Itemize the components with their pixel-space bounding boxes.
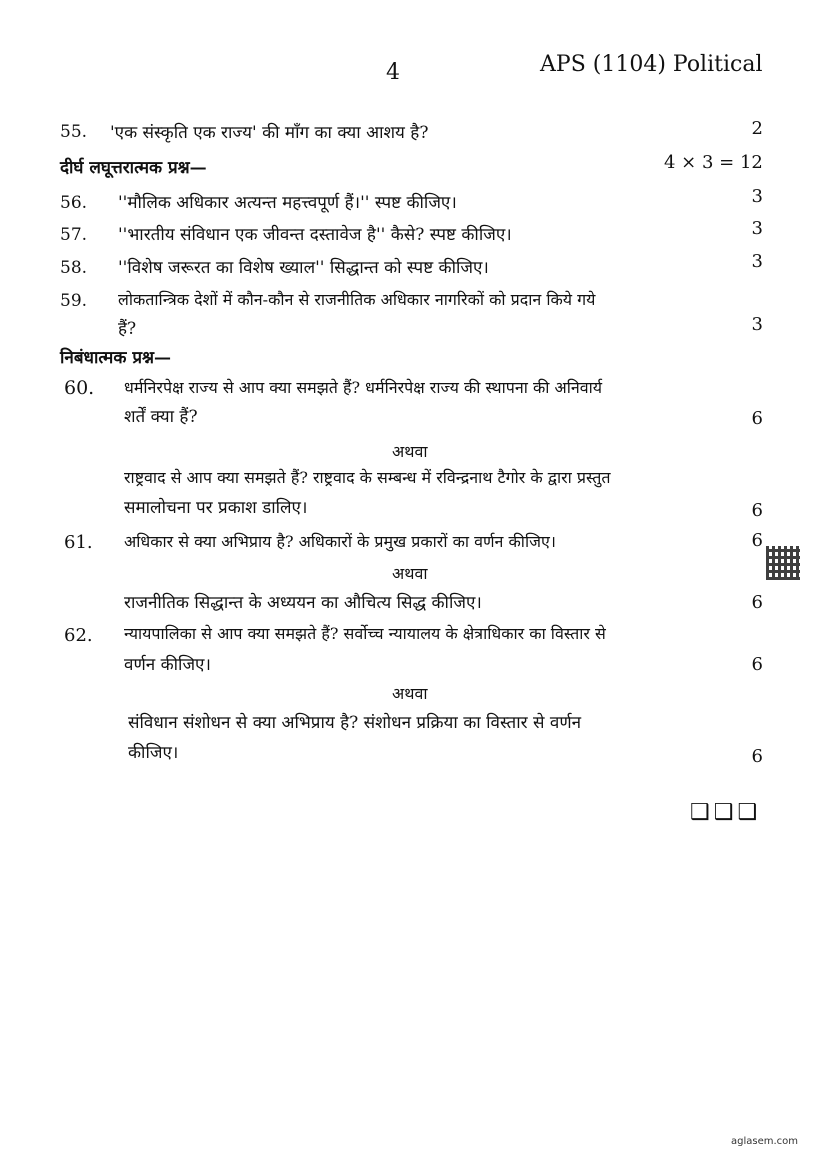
question-number: 59. — [60, 291, 88, 311]
question-number: 55. — [60, 122, 88, 142]
question-marks: 6 — [751, 530, 763, 551]
question-text: ''मौलिक अधिकार अत्यन्त महत्त्वपूर्ण हैं।'' स्पष्ट कीजिए। — [118, 193, 457, 213]
end-of-paper-marks: ❑❑❑ — [690, 800, 762, 825]
question-number: 57. — [60, 225, 88, 245]
alternative-question-text: संविधान संशोधन से क्या अभिप्राय है? संशोधन प्रक्रिया का विस्तार से वर्णन — [128, 713, 582, 733]
question-text-continued: वर्णन कीजिए। — [124, 655, 211, 675]
question-text: न्यायपालिका से आप क्या समझते हैं? सर्वोच्च न्यायालय के क्षेत्राधिकार का विस्तार से — [124, 624, 606, 643]
question-text: धर्मनिरपेक्ष राज्य से आप क्या समझते हैं? धर्मनिरपेक्ष राज्य की स्थापना की अनिवार्य — [124, 378, 603, 397]
paper-code: APS (1104) Political — [540, 52, 763, 77]
or-separator: अथवा — [392, 564, 428, 583]
alternative-question-text-continued: समालोचना पर प्रकाश डालिए। — [124, 498, 308, 518]
question-text-continued: हैं? — [118, 319, 137, 339]
question-marks: 6 — [751, 654, 763, 675]
question-marks: 2 — [751, 118, 763, 139]
footer-watermark: aglasem.com — [731, 1136, 799, 1147]
or-separator: अथवा — [392, 442, 428, 461]
section-heading: निबंधात्मक प्रश्न— — [60, 348, 172, 368]
question-marks: 6 — [751, 408, 763, 429]
question-text: ''भारतीय संविधान एक जीवन्त दस्तावेज है'' कैसे? स्पष्ट कीजिए। — [118, 225, 512, 245]
question-number: 60. — [64, 377, 95, 399]
question-number: 61. — [64, 532, 93, 553]
question-number: 62. — [64, 625, 93, 646]
question-number: 58. — [60, 258, 88, 278]
question-text-continued: शर्तें क्या हैं? — [124, 407, 198, 427]
question-text: अधिकार से क्या अभिप्राय है? अधिकारों के प्रमुख प्रकारों का वर्णन कीजिए। — [124, 532, 556, 551]
question-marks: 3 — [751, 218, 763, 239]
question-text: लोकतान्त्रिक देशों में कौन-कौन से राजनीतिक अधिकार नागरिकों को प्रदान किये गये — [118, 290, 596, 309]
alternative-question-text: राष्ट्रवाद से आप क्या समझते हैं? राष्ट्रवाद के सम्बन्ध में रविन्द्रनाथ टैगोर के द्वारा प्रस्तुत — [124, 468, 611, 487]
question-text: 'एक संस्कृति एक राज्य' की माँग का क्या आशय है? — [110, 123, 429, 143]
alternative-question-marks: 6 — [751, 592, 763, 613]
alternative-question-marks: 6 — [751, 500, 763, 521]
question-marks: 3 — [751, 251, 763, 272]
alternative-question-text-continued: कीजिए। — [128, 743, 179, 763]
question-text: ''विशेष जरूरत का विशेष ख्याल'' सिद्धान्त को स्पष्ट कीजिए। — [118, 258, 489, 278]
or-separator: अथवा — [392, 684, 428, 703]
page-number: 4 — [386, 60, 400, 85]
question-marks: 3 — [751, 314, 763, 335]
alternative-question-text: राजनीतिक सिद्धान्त के अध्ययन का औचित्य सिद्ध कीजिए। — [124, 593, 482, 613]
question-number: 56. — [60, 193, 88, 213]
section-heading: दीर्घ लघूत्तरात्मक प्रश्न— — [60, 158, 207, 178]
qr-code-icon — [766, 546, 800, 580]
question-marks: 3 — [751, 186, 763, 207]
section-marks: 4 × 3 = 12 — [664, 152, 763, 173]
alternative-question-marks: 6 — [751, 746, 763, 767]
